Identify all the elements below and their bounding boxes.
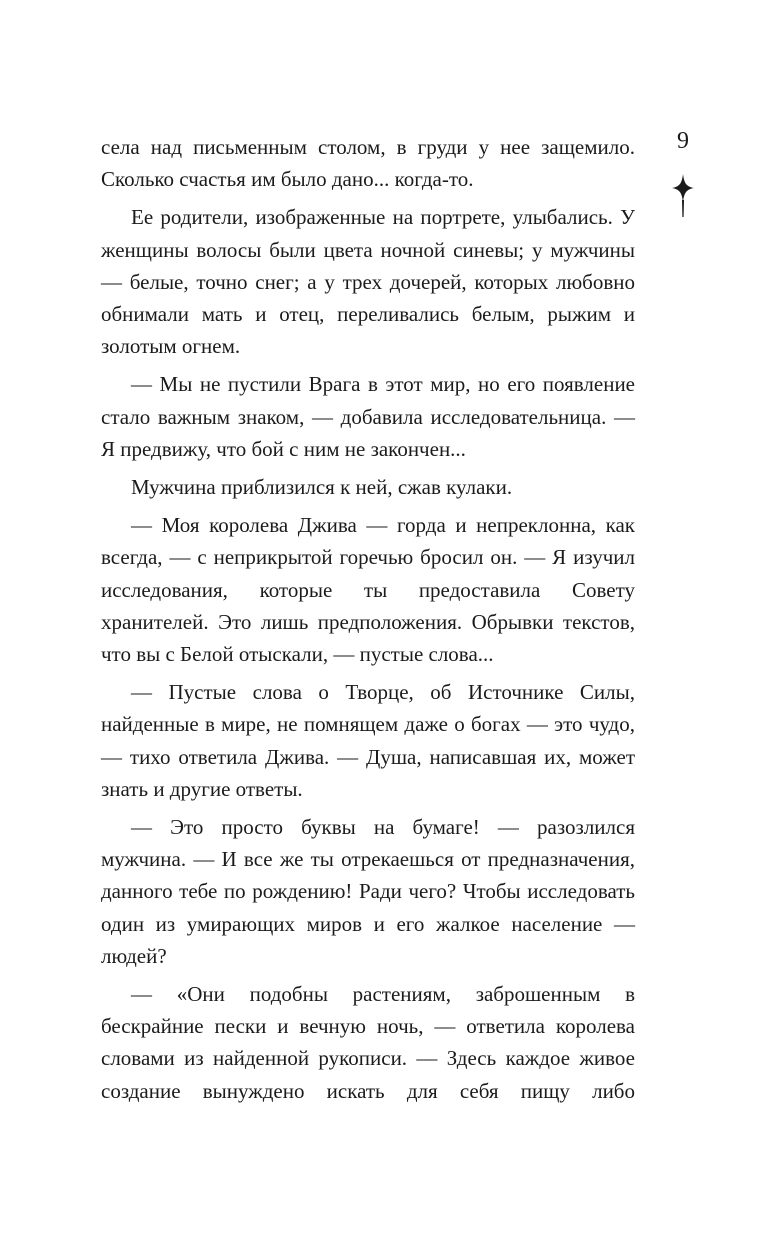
paragraph: села над письменным столом, в груди у нее защемило. Сколько счастья им было дано... когда-то. bbox=[101, 135, 635, 192]
paragraph: — Это просто буквы на бумаге! — разозлился мужчина. — И все же ты отрекаешься от предназначения, данного тебе по рождению! Ради чего? Чтобы исследовать один из умирающих миров и его жалкое население — людей? bbox=[101, 815, 635, 968]
paragraph: — Пустые слова о Творце, об Источнике Силы, найденные в мире, не помнящем даже о богах — это чудо, — тихо ответила Джива. — Душа, написавшая их, может знать и другие ответы. bbox=[101, 680, 635, 801]
page-number: 9 bbox=[677, 128, 689, 154]
paragraph: — «Они подобны растениям, заброшенным в бескрайние пески и вечную ночь, — ответила королева словами из найденной рукописи. — Здесь каждое живое создание вынуждено искать для себя пищу либо bbox=[101, 982, 635, 1103]
paragraph: — Моя королева Джива — горда и непреклонна, как всегда, — с неприкрытой горечью бросил он. — Я изучил исследования, которые ты предоставила Совету хранителей. Это лишь предположения. Обрывки текстов, что вы с Белой отыскали, — пустые слова... bbox=[101, 513, 635, 667]
paragraph: Ее родители, изображенные на портрете, улыбались. У женщины волосы были цвета ночной синевы; у мужчины — белые, точно снег; а у трех дочерей, которых любовно обнимали мать и отец, переливались белым, рыжим и золотым огнем. bbox=[101, 205, 635, 359]
body-text bbox=[101, 131, 635, 1113]
paragraph: Мужчина приблизился к ней, сжав кулаки. bbox=[131, 475, 513, 500]
paragraph: — Мы не пустили Врага в этот мир, но его появление стало важным знаком, — добавила исследовательница. — Я предвижу, что бой с ним не закончен... bbox=[101, 372, 635, 461]
four-point-star-icon bbox=[668, 174, 698, 218]
